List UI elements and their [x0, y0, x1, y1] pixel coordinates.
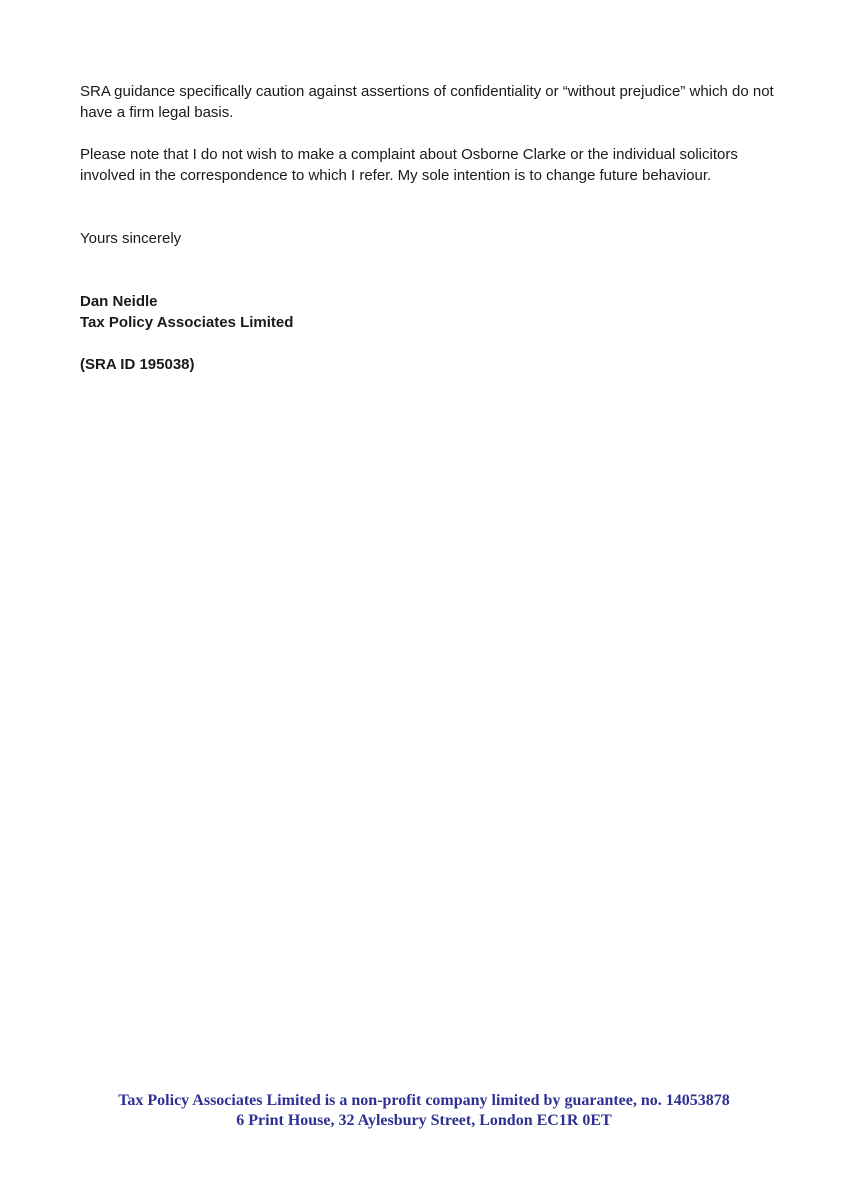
signatory-name: Dan Neidle: [80, 293, 158, 310]
paragraph-sra-guidance: SRA guidance specifically caution against assertions of confidentiality or “without prejudice” which do not have a firm legal basis.: [80, 83, 774, 121]
footer-company-info: Tax Policy Associates Limited is a non-profit company limited by guarantee, no. 14053878: [118, 1092, 730, 1109]
paragraph-no-complaint: Please note that I do not wish to make a complaint about Osborne Clarke or the individual solicitors involved in the correspondence to which I refer. My sole intention is to change future behaviour.: [80, 146, 738, 184]
signatory-company: Tax Policy Associates Limited: [80, 314, 294, 331]
closing-salutation: Yours sincerely: [80, 230, 182, 247]
footer-address: 6 Print House, 32 Aylesbury Street, London EC1R 0ET: [236, 1112, 612, 1129]
sra-id: (SRA ID 195038): [80, 356, 195, 373]
